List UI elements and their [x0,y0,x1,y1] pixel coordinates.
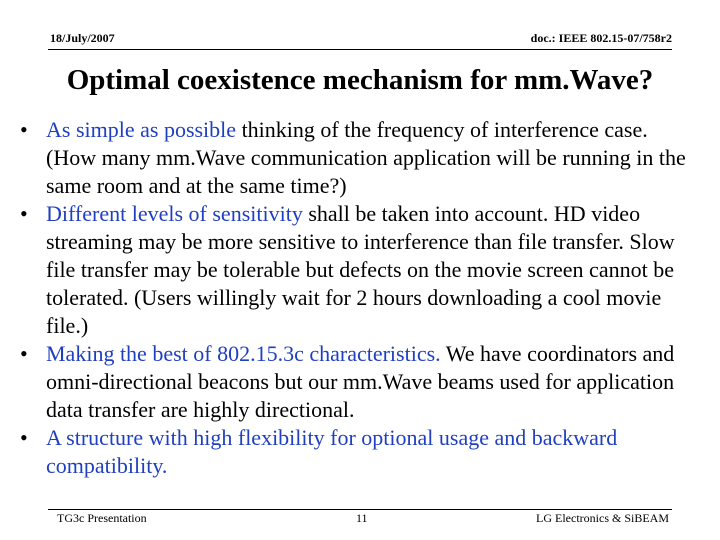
bullet-highlight: A structure with high flexibility for optional usage and backward compatibility. [46,425,618,478]
header-date: 18/July/2007 [50,31,115,45]
bullet-text: We have coordinators and omni-directional beacons but our mm.Wave beams used for application data transfer are highly directional. [46,341,675,422]
header-divider [48,49,672,50]
bullet-dot-icon: • [20,425,28,450]
bullet-item [18,116,702,200]
footer-divider [48,509,672,510]
bullet-item [18,200,702,340]
bullet-highlight: Making the best of 802.15.3c characteristics. [46,341,441,366]
footer-company: LG Electronics & SiBEAM [536,511,669,525]
bullet-item [18,340,702,424]
bullet-text: thinking of the frequency of interference case. (How many mm.Wave communication application will be running in the same room and at the same time?) [46,117,686,198]
header-doc-id: doc.: IEEE 802.15-07/758r2 [530,31,672,45]
bullet-dot-icon: • [20,117,28,142]
bullet-dot-icon: • [20,201,28,226]
bullet-text: shall be taken into account. HD video streaming may be more sensitive to interference than file transfer. Slow file transfer may be tolerable but defects on the movie screen cannot be tolerated. (Users willingly wait for 2 hours downloading a cool movie file.) [46,201,675,338]
bullet-highlight: As simple as possible [46,117,237,142]
bullet-list [18,116,702,480]
bullet-dot-icon: • [20,341,28,366]
footer-presentation: TG3c Presentation [57,511,147,525]
bullet-highlight: Different levels of sensitivity [46,201,303,226]
slide-title: Optimal coexistence mechanism for mm.Wave? [66,64,654,96]
bullet-item [18,424,702,480]
page-number: 11 [356,511,368,525]
